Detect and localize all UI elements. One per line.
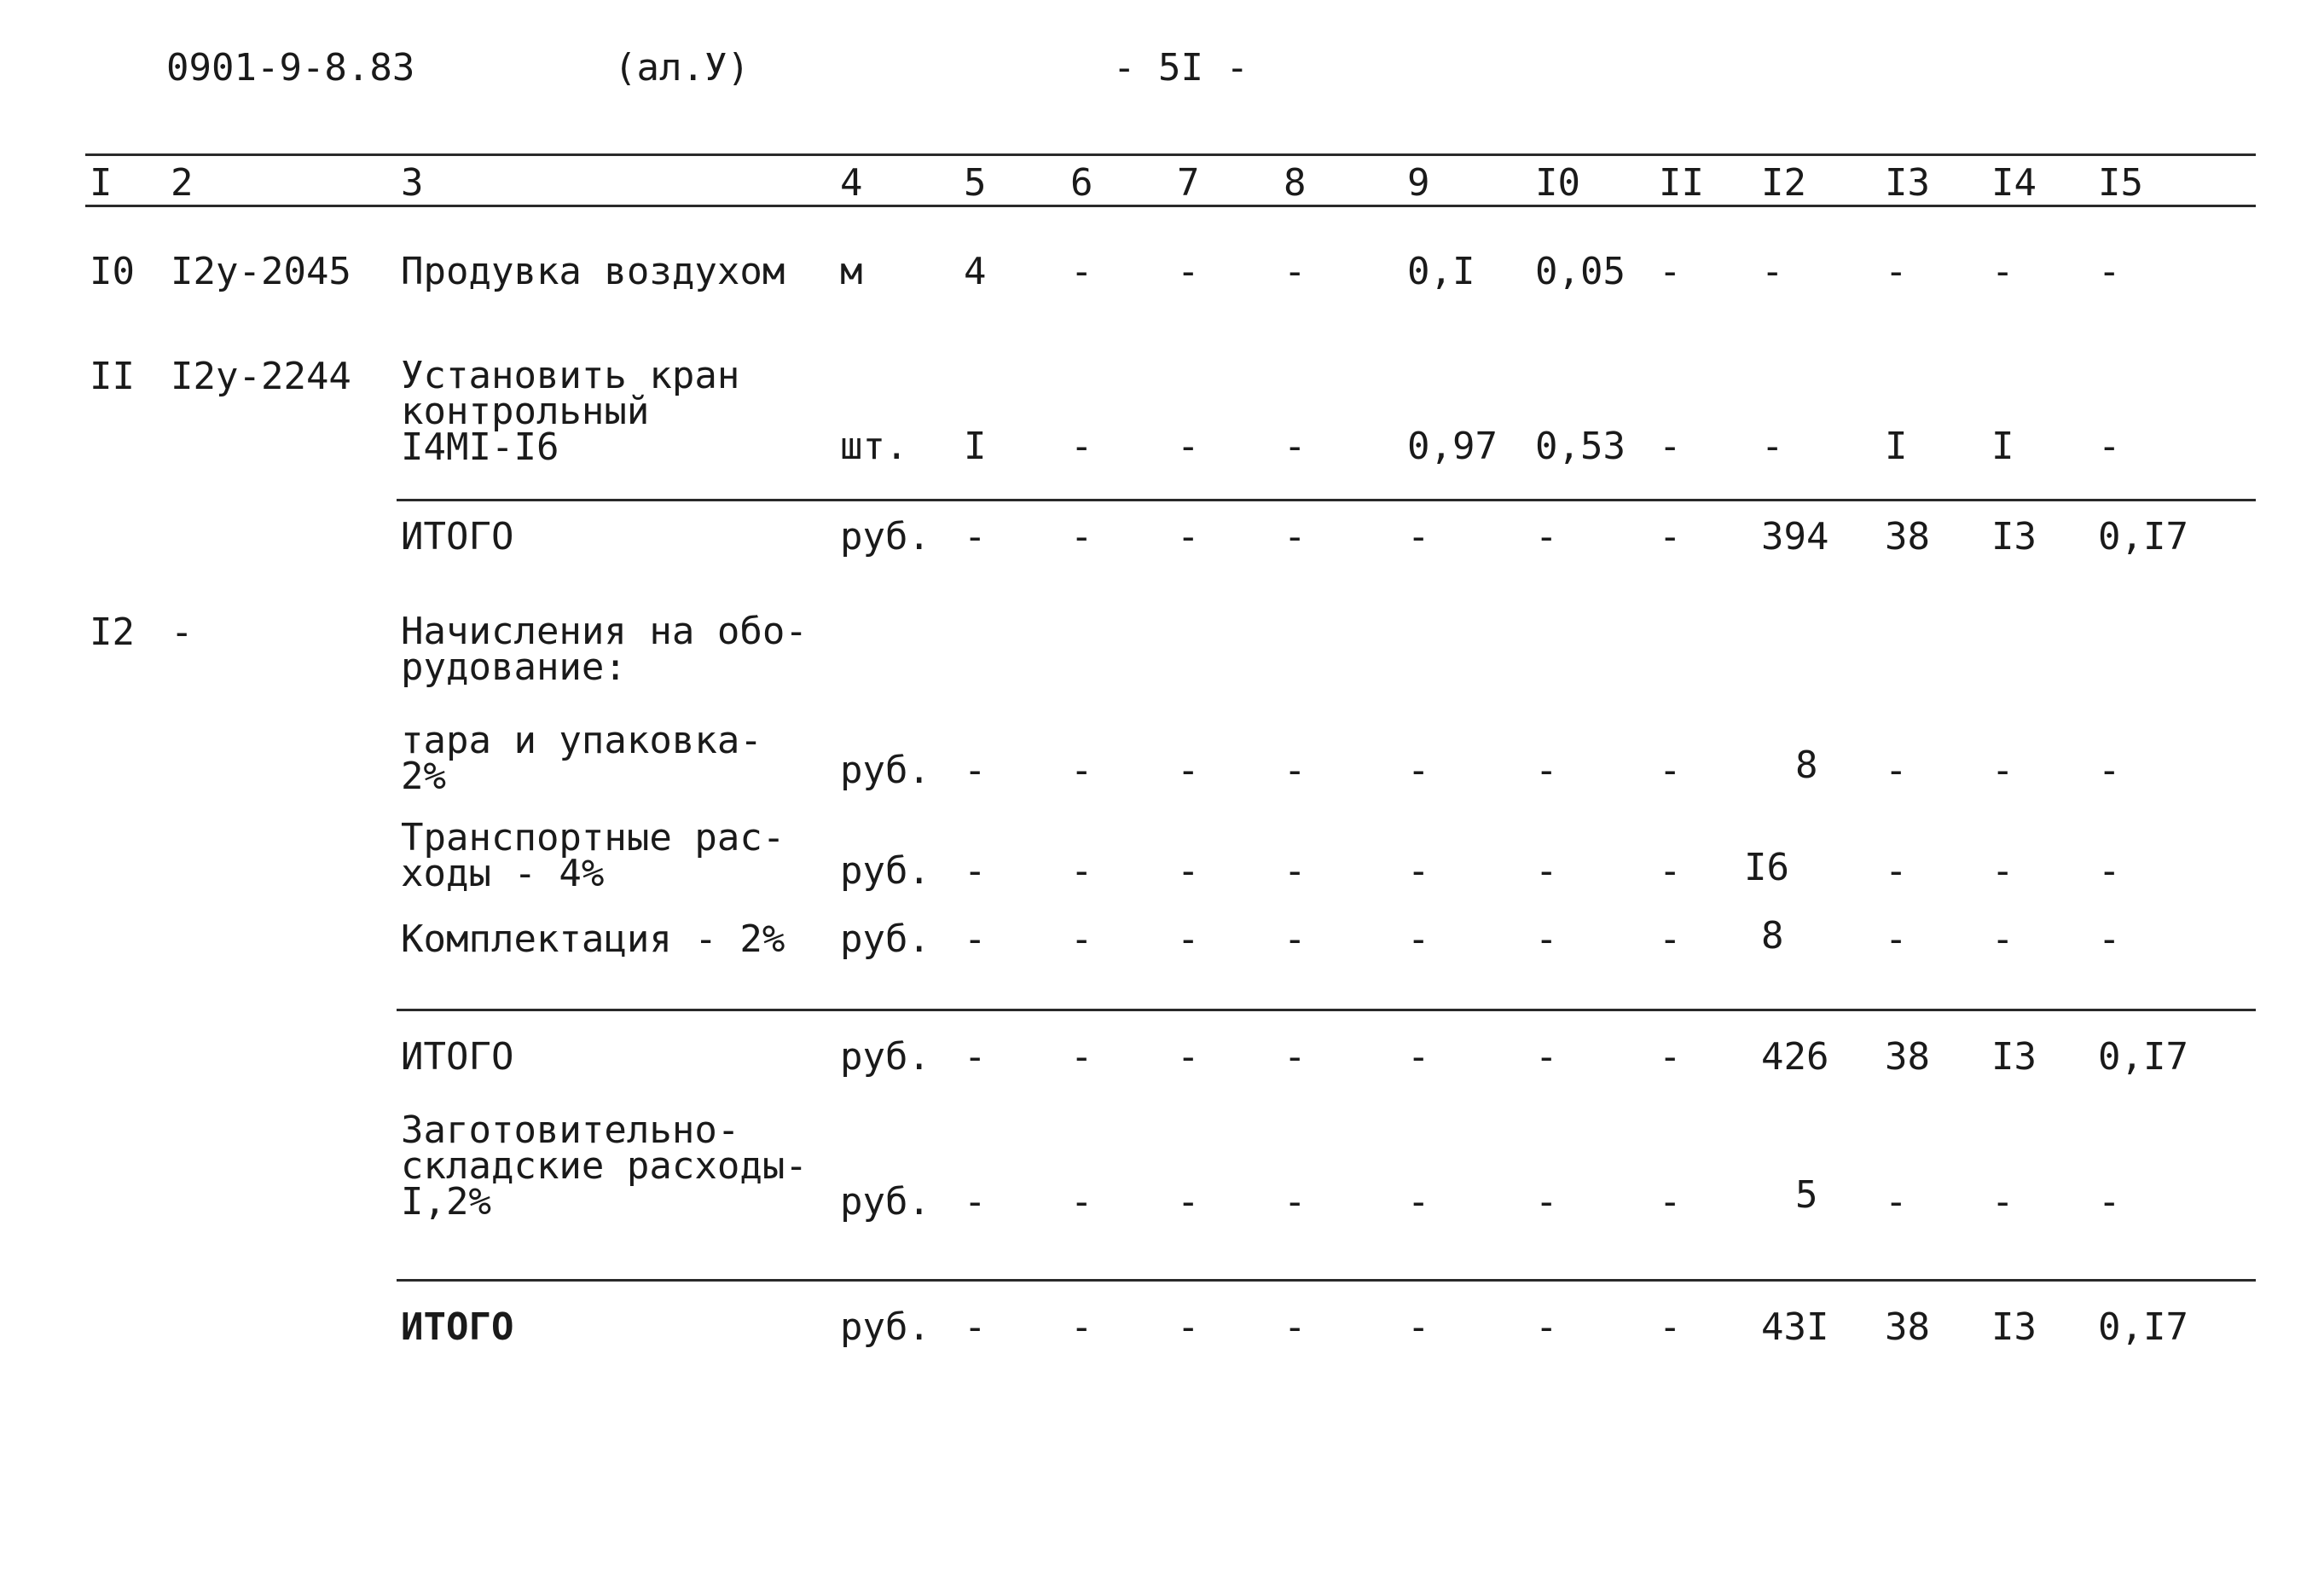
cell-col11: - [1659,1305,1682,1349]
cell-col7: - [1177,425,1200,468]
row-unit: руб. [840,917,930,961]
cell-col12: 43I [1761,1305,1829,1349]
cell-col12: 5 [1795,1173,1818,1217]
cell-col14: - [1991,917,2014,961]
cell-col13: I [1885,425,1908,468]
row-number: II [90,355,135,398]
cell-col10: - [1535,1180,1558,1224]
cell-col15: - [2098,917,2121,961]
column-header-9: 9 [1407,161,1430,205]
cell-col8: - [1284,749,1307,792]
cell-col6: - [1070,849,1093,893]
cell-col7: - [1177,1180,1200,1224]
cell-col14: - [1991,1180,2014,1224]
cell-col11: - [1659,1180,1682,1224]
row-name: Начисления на обо- рудование: [401,610,808,689]
cell-col9: - [1407,749,1430,792]
cell-col13: 38 [1885,1035,1930,1079]
header-bottom-rule [85,205,2256,207]
cell-col7: - [1177,1305,1200,1349]
cell-col12: 394 [1761,515,1829,558]
page-number: - 5I - [1113,46,1249,90]
cell-col12: - [1761,425,1784,468]
row-name: ИТОГО [401,1305,514,1349]
row-code: - [171,611,194,654]
cell-col10: - [1535,515,1558,558]
cell-col15: - [2098,250,2121,293]
column-header-5: 5 [964,161,987,205]
row-name: тара и упаковка- 2% [401,719,762,798]
row-unit: руб. [840,515,930,558]
cell-col15: 0,I7 [2098,1035,2188,1079]
row-unit: руб. [840,1180,930,1224]
column-header-12: I2 [1761,161,1806,205]
cell-col10: - [1535,849,1558,893]
cell-col15: - [2098,1180,2121,1224]
cell-col8: - [1284,1180,1307,1224]
cell-col9: - [1407,917,1430,961]
header-top-rule [85,153,2256,156]
cell-col10: - [1535,1305,1558,1349]
column-header-14: I4 [1991,161,2037,205]
cell-col7: - [1177,250,1200,293]
cell-col13: - [1885,1180,1908,1224]
cell-col7: - [1177,749,1200,792]
row-name: Продувка воздухом [401,250,785,293]
cell-col7: - [1177,917,1200,961]
column-header-7: 7 [1177,161,1200,205]
cell-col7: - [1177,515,1200,558]
row-code: I2у-2045 [171,250,351,293]
cell-col13: - [1885,849,1908,893]
cell-col6: - [1070,425,1093,468]
row-unit: руб. [840,849,930,893]
cell-col15: 0,I7 [2098,1305,2188,1349]
total-rule [397,499,2256,501]
cell-col8: - [1284,425,1307,468]
row-number: I2 [90,611,135,654]
column-header-15: I5 [2098,161,2143,205]
row-name: Комплектация - 2% [401,917,785,961]
document-code: 0901-9-8.83 [166,46,415,90]
cell-col12: I6 [1744,846,1789,889]
cell-col6: - [1070,1180,1093,1224]
cell-col14: I3 [1991,1035,2037,1079]
row-unit: руб. [840,1035,930,1079]
total-rule [397,1279,2256,1282]
cell-col5: - [964,515,987,558]
total-rule [397,1009,2256,1011]
row-name: Транспортные рас- ходы - 4% [401,816,785,895]
cell-col14: I [1991,425,2014,468]
cell-col12: 426 [1761,1035,1829,1079]
cell-col13: - [1885,917,1908,961]
cell-col14: - [1991,849,2014,893]
cell-col11: - [1659,425,1682,468]
cell-col5: - [964,917,987,961]
cell-col5: - [964,1305,987,1349]
cell-col9: 0,I [1407,250,1475,293]
cell-col9: - [1407,1035,1430,1079]
column-header-8: 8 [1284,161,1307,205]
row-unit: руб. [840,1305,930,1349]
row-unit: м [840,250,863,293]
column-header-2: 2 [171,161,194,205]
column-header-1: I [90,161,113,205]
row-code: I2у-2244 [171,355,351,398]
column-header-3: 3 [401,161,424,205]
cell-col13: 38 [1885,515,1930,558]
cell-col6: - [1070,515,1093,558]
row-name: Заготовительно- складские расходы- I,2% [401,1108,808,1224]
cell-col6: - [1070,917,1093,961]
cell-col11: - [1659,849,1682,893]
row-number: I0 [90,250,135,293]
cell-col15: - [2098,749,2121,792]
cell-col14: - [1991,250,2014,293]
cell-col6: - [1070,1305,1093,1349]
cell-col14: - [1991,749,2014,792]
column-header-6: 6 [1070,161,1093,205]
cell-col11: - [1659,917,1682,961]
column-header-10: I0 [1535,161,1580,205]
album-label: (ал.У) [614,46,750,90]
cell-col12: 8 [1795,744,1818,787]
cell-col5: 4 [964,250,987,293]
cell-col11: - [1659,250,1682,293]
cell-col9: 0,97 [1407,425,1498,468]
cell-col8: - [1284,1305,1307,1349]
row-name: ИТОГО [401,1035,514,1079]
cell-col5: - [964,849,987,893]
cell-col13: 38 [1885,1305,1930,1349]
cell-col15: - [2098,849,2121,893]
cell-col11: - [1659,1035,1682,1079]
cell-col6: - [1070,250,1093,293]
cell-col9: - [1407,1180,1430,1224]
cell-col11: - [1659,515,1682,558]
cell-col8: - [1284,250,1307,293]
cell-col7: - [1177,1035,1200,1079]
cell-col12: 8 [1761,914,1784,958]
cell-col10: - [1535,917,1558,961]
cell-col5: - [964,1180,987,1224]
cell-col15: - [2098,425,2121,468]
cell-col12: - [1761,250,1784,293]
cell-col14: I3 [1991,515,2037,558]
cell-col6: - [1070,749,1093,792]
row-unit: руб. [840,749,930,792]
cell-col13: - [1885,749,1908,792]
column-header-4: 4 [840,161,863,205]
cell-col9: - [1407,1305,1430,1349]
row-name: ИТОГО [401,515,514,558]
cell-col10: 0,05 [1535,250,1626,293]
cell-col8: - [1284,515,1307,558]
cell-col8: - [1284,917,1307,961]
cell-col6: - [1070,1035,1093,1079]
cell-col10: - [1535,1035,1558,1079]
cell-col5: I [964,425,987,468]
row-unit: шт. [840,425,908,468]
cell-col9: - [1407,849,1430,893]
column-header-11: II [1659,161,1704,205]
cell-col14: I3 [1991,1305,2037,1349]
cell-col8: - [1284,849,1307,893]
cell-col11: - [1659,749,1682,792]
cell-col5: - [964,749,987,792]
cell-col5: - [964,1035,987,1079]
column-header-13: I3 [1885,161,1930,205]
cell-col9: - [1407,515,1430,558]
cell-col8: - [1284,1035,1307,1079]
cell-col10: 0,53 [1535,425,1626,468]
cell-col7: - [1177,849,1200,893]
cell-col10: - [1535,749,1558,792]
cell-col13: - [1885,250,1908,293]
row-name: Установить кран контрольный I4МI-I6 [401,354,740,469]
cell-col15: 0,I7 [2098,515,2188,558]
